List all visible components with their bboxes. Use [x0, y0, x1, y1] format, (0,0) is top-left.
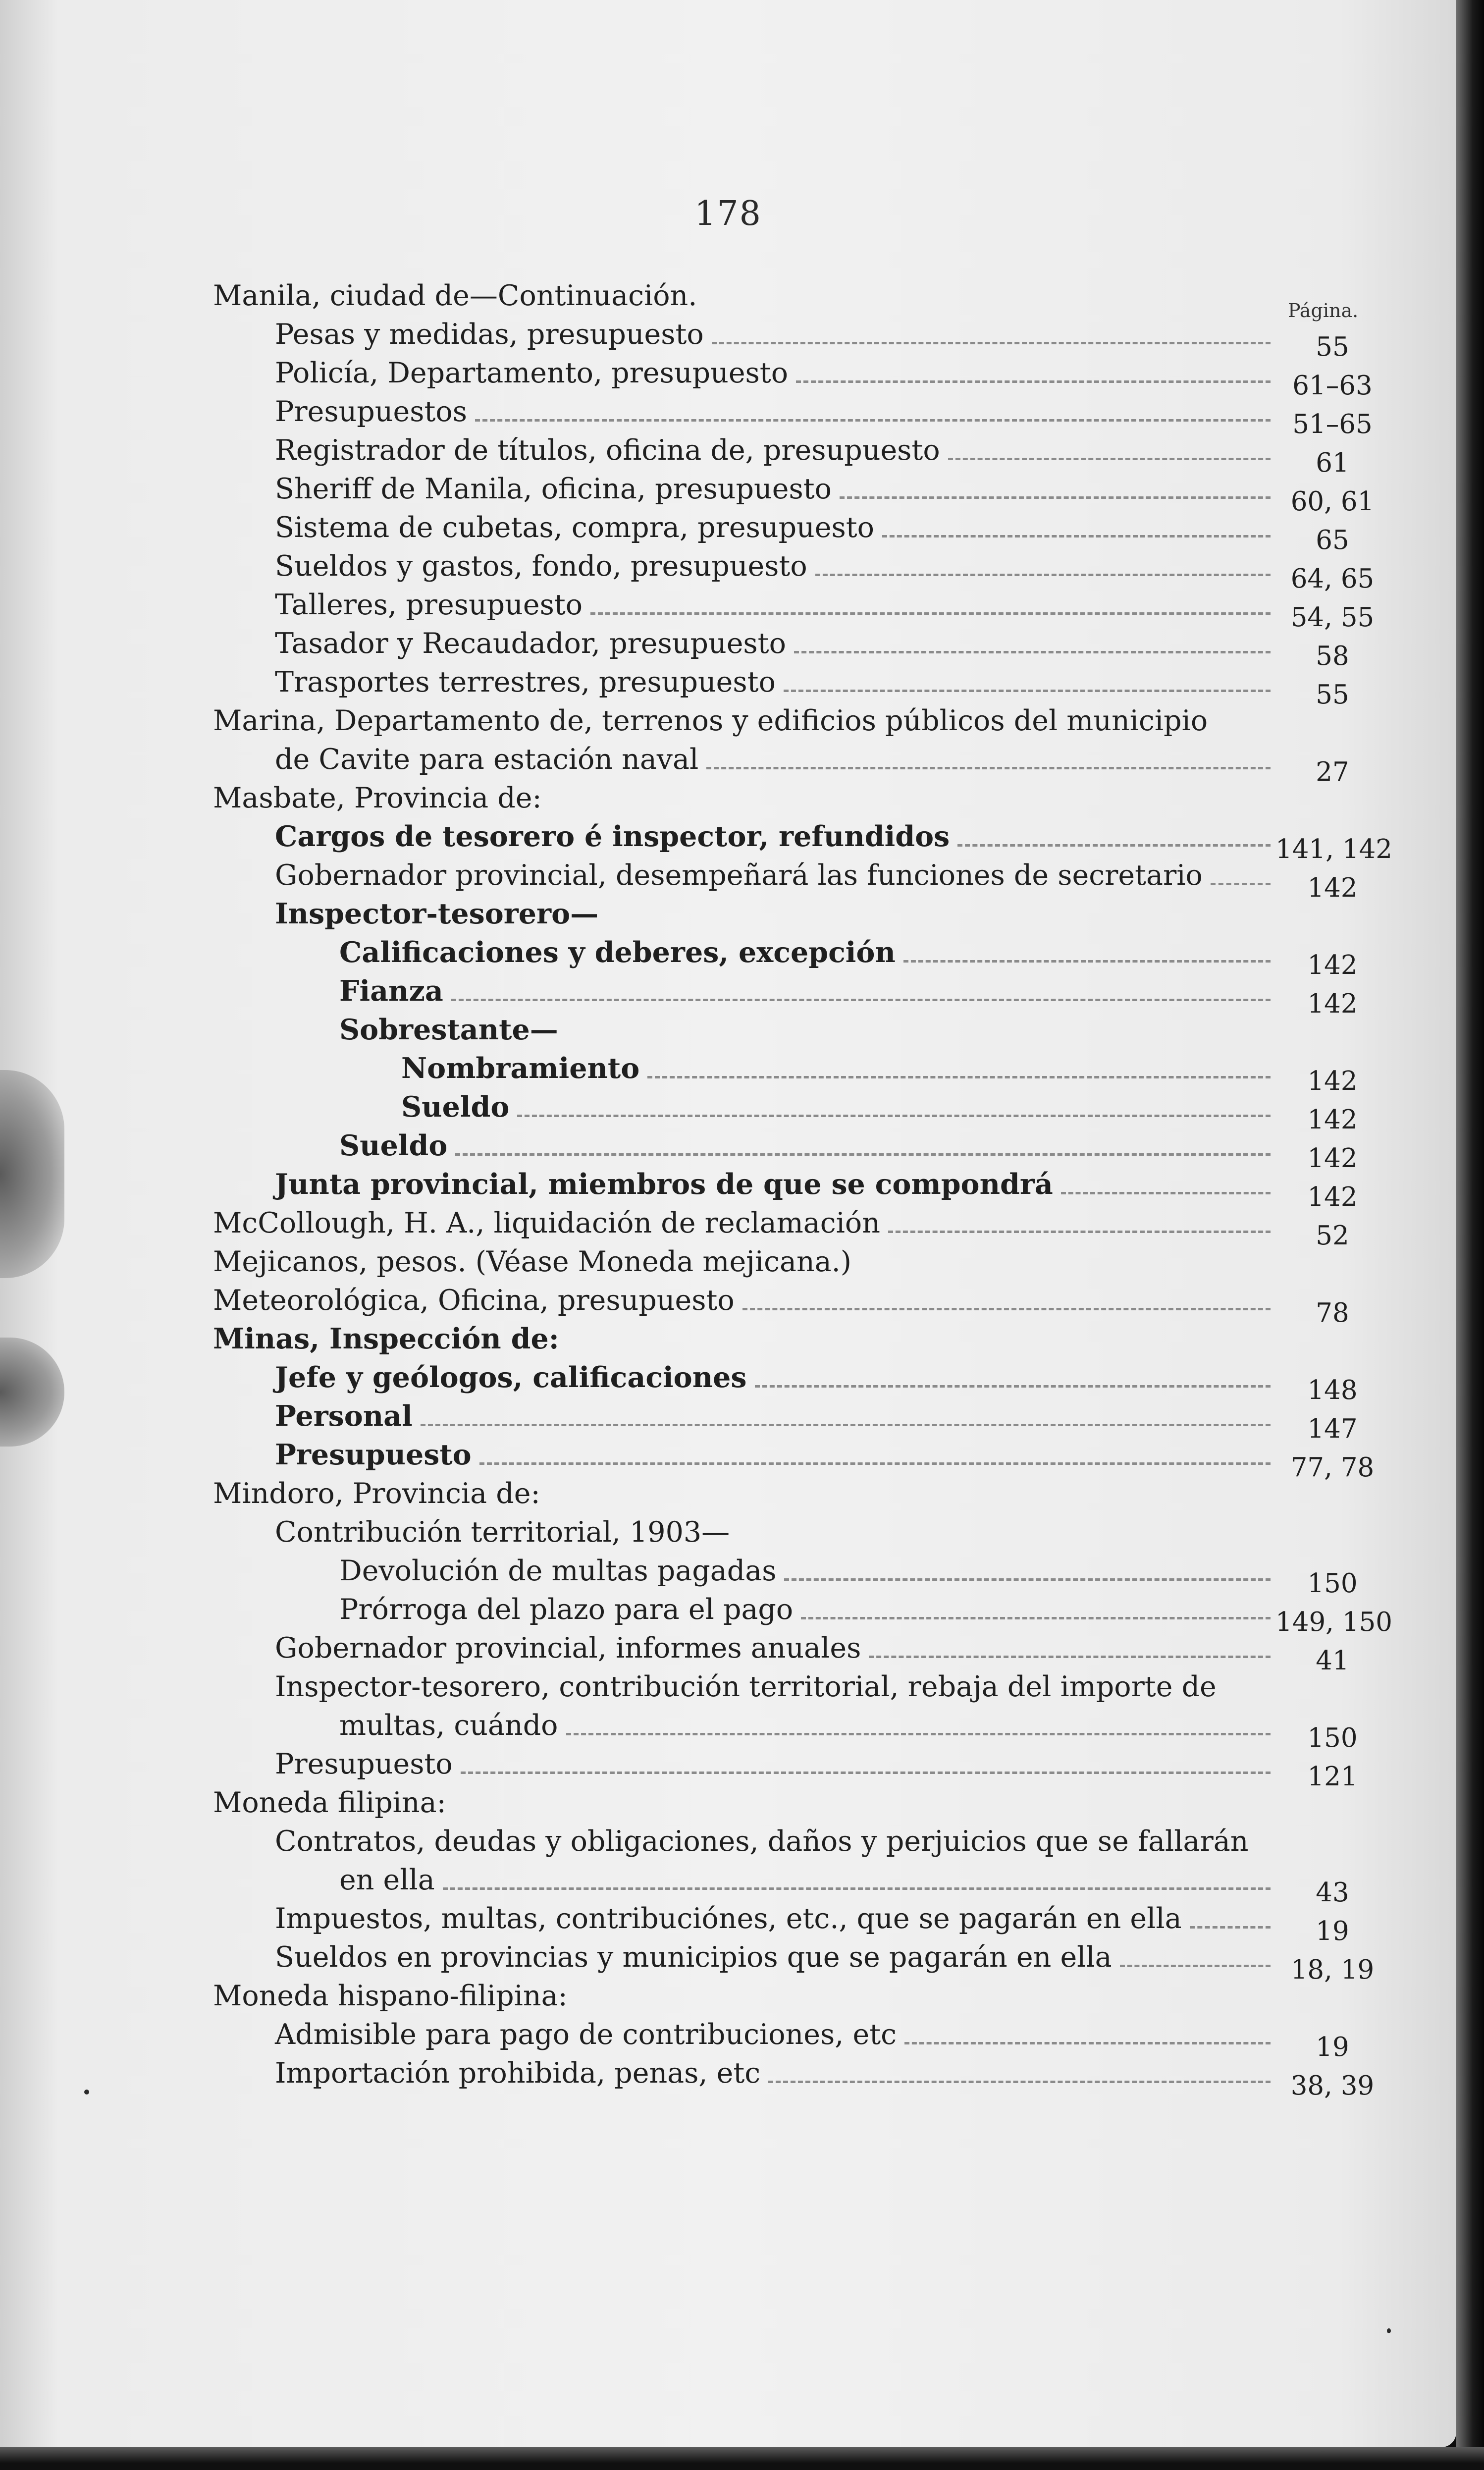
index-entry — [0, 1321, 1456, 1359]
index-entry-text: Cargos de tesorero é inspector, refundidos — [275, 820, 950, 853]
index-entry-page: 55 — [1316, 680, 1349, 710]
dot-leader — [904, 2042, 1271, 2044]
index-entry-text: Prórroga del plazo para el pago — [339, 1593, 794, 1626]
dot-leader — [590, 612, 1271, 615]
index-entry-text: Sueldo — [339, 1129, 448, 1162]
index-entry-page: 142 — [1307, 1143, 1358, 1174]
index-entry-page: 43 — [1316, 1878, 1349, 1908]
index-entry-page: 60, 61 — [1290, 486, 1375, 517]
index-entry-text: Mejicanos, pesos. (Véase Moneda mejicana.) — [213, 1245, 852, 1278]
dot-leader — [796, 380, 1271, 383]
index-entry-page: 147 — [1307, 1414, 1358, 1444]
margin-speck — [84, 2090, 89, 2094]
index-entry-text: Gobernador provincial, desempeñará las funciones de secretario — [275, 859, 1203, 892]
index-entry-page: 142 — [1307, 873, 1358, 903]
page-number: 178 — [694, 194, 762, 233]
dot-leader — [1061, 1192, 1271, 1194]
dot-leader — [840, 496, 1271, 499]
dot-leader — [815, 574, 1271, 576]
index-entry — [0, 780, 1456, 818]
index-entry-text: Impuestos, multas, contribuciónes, etc., que se pagarán en ella — [275, 1902, 1182, 1935]
index-entry-text: Sobrestante— — [339, 1013, 558, 1046]
index-entry — [0, 1050, 1456, 1096]
index-entry — [0, 1437, 1456, 1483]
index-entry-text: en ella — [339, 1864, 435, 1896]
dot-leader — [794, 651, 1271, 653]
index-entry-text: Importación prohibida, penas, etc — [275, 2057, 761, 2090]
index-entry-text: Mindoro, Provincia de: — [213, 1477, 540, 1510]
index-entry — [0, 1746, 1456, 1792]
index-entry-text: Sheriff de Manila, oficina, presupuesto — [275, 473, 832, 505]
index-entry-text: Manila, ciudad de—Continuación. — [213, 279, 697, 312]
index-entry-text: Gobernador provincial, informes anuales — [275, 1632, 861, 1665]
index-entry — [0, 432, 1456, 478]
dot-leader — [712, 342, 1271, 344]
index-entry-page: 150 — [1307, 1568, 1358, 1599]
dot-leader — [784, 690, 1271, 692]
index-entry-text: Sueldos y gastos, fondo, presupuesto — [275, 550, 807, 583]
index-entry — [0, 1282, 1456, 1328]
index-entry — [0, 1398, 1456, 1444]
index-entry-page: 41 — [1316, 1646, 1349, 1676]
index-entry-page: 65 — [1316, 525, 1349, 555]
index-entry-page: 52 — [1316, 1221, 1349, 1251]
index-entry-page: 141, 142 — [1275, 834, 1393, 864]
index-entry — [0, 1784, 1456, 1823]
index-entry — [0, 1900, 1456, 1946]
index-entry-text: de Cavite para estación naval — [275, 743, 699, 776]
dot-leader — [517, 1115, 1271, 1117]
index-entry — [0, 355, 1456, 401]
index-entry-page: 54, 55 — [1290, 602, 1375, 633]
dot-leader — [882, 535, 1271, 537]
index-entry — [0, 896, 1456, 934]
index-entry-text: Registrador de títulos, oficina de, presupuesto — [275, 434, 940, 467]
index-entry — [0, 625, 1456, 671]
index-entry — [0, 548, 1456, 594]
index-entry-text: Devolución de multas pagadas — [339, 1555, 777, 1587]
index-entry — [0, 1089, 1456, 1135]
index-entry — [0, 1978, 1456, 2016]
index-entry-text: McCollough, H. A., liquidación de reclamación — [213, 1207, 880, 1239]
index-entry-page: 142 — [1307, 989, 1358, 1019]
index-entry — [0, 1553, 1456, 1599]
index-entry-page: 150 — [1307, 1723, 1358, 1753]
index-entry — [0, 2016, 1456, 2062]
index-entry-text: Calificaciones y deberes, excepción — [339, 936, 896, 969]
page-column-header: Página. — [1288, 300, 1359, 322]
index-entry-text: Junta provincial, miembros de que se compondrá — [275, 1168, 1053, 1201]
index-entry-page: 55 — [1316, 332, 1349, 362]
index-entry-text: Tasador y Recaudador, presupuesto — [275, 627, 786, 660]
dot-leader — [706, 767, 1271, 769]
dot-leader — [957, 844, 1271, 847]
index-entry-page: 61–63 — [1292, 371, 1373, 401]
dot-leader — [475, 419, 1271, 422]
index-entry-page: 148 — [1307, 1375, 1358, 1405]
index-entry-page: 18, 19 — [1290, 1955, 1375, 1985]
index-entry — [0, 1862, 1456, 1908]
index-entry — [0, 1591, 1456, 1637]
index-entry-text: Fianza — [339, 974, 443, 1008]
index-entry — [0, 277, 1456, 316]
index-entry — [0, 2055, 1456, 2101]
index-entry-text: Contratos, deudas y obligaciones, daños y perjuicios que se fallarán — [275, 1825, 1249, 1858]
index-entry-text: Marina, Departamento de, terrenos y edificios públicos del municipio — [213, 704, 1208, 737]
index-entry — [0, 857, 1456, 903]
index-entry — [0, 1707, 1456, 1753]
page-edge-shadow — [1456, 0, 1484, 2470]
dot-leader — [903, 960, 1271, 963]
index-entry — [0, 1205, 1456, 1251]
dot-leader — [461, 1772, 1271, 1774]
index-entry — [0, 1359, 1456, 1405]
index-entry-text: multas, cuándo — [339, 1709, 558, 1742]
dot-leader — [784, 1578, 1271, 1581]
dot-leader — [451, 999, 1271, 1001]
index-entry-text: Inspector-tesorero— — [275, 897, 599, 930]
index-entry-page: 61 — [1316, 448, 1349, 478]
dot-leader — [1190, 1926, 1271, 1929]
index-entry-page: 27 — [1316, 757, 1349, 787]
index-entry-text: Talleres, presupuesto — [275, 589, 583, 621]
dot-leader — [888, 1231, 1271, 1233]
index-entry — [0, 509, 1456, 555]
dot-leader — [801, 1617, 1271, 1619]
index-entry — [0, 587, 1456, 633]
index-entry — [0, 702, 1456, 741]
dot-leader — [755, 1385, 1271, 1388]
index-entry-text: Policía, Departamento, presupuesto — [275, 357, 789, 389]
index-entry-page: 64, 65 — [1290, 564, 1375, 594]
margin-speck — [1387, 2328, 1391, 2333]
dot-leader — [443, 1887, 1271, 1890]
index-entry-text: Moneda hispano-filipina: — [213, 1980, 568, 2012]
dot-leader — [455, 1153, 1271, 1156]
index-entry-page: 58 — [1316, 641, 1349, 671]
index-entry — [0, 1475, 1456, 1514]
index-entry — [0, 664, 1456, 710]
index-entry — [0, 1243, 1456, 1282]
index-entry — [0, 393, 1456, 439]
index-entry-text: Personal — [275, 1399, 413, 1433]
dot-leader — [1120, 1965, 1271, 1967]
index-entry-text: Presupuesto — [275, 1748, 453, 1780]
index-entry-text: Moneda filipina: — [213, 1786, 446, 1819]
index-entry-page: 78 — [1316, 1298, 1349, 1328]
index-entry — [0, 818, 1456, 864]
index-entry-text: Sueldos en provincias y municipios que se pagarán en ella — [275, 1941, 1112, 1974]
index-entry — [0, 1012, 1456, 1050]
index-entry-page: 142 — [1307, 950, 1358, 980]
index-entry-text: Meteorológica, Oficina, presupuesto — [213, 1284, 735, 1317]
index-entry-text: Presupuestos — [275, 395, 467, 428]
index-entry-page: 19 — [1316, 2032, 1349, 2062]
page-edge-shadow — [0, 2447, 1484, 2470]
index-entry-page: 51–65 — [1292, 409, 1373, 439]
index-entry-page: 149, 150 — [1275, 1607, 1393, 1637]
index-entry — [0, 1166, 1456, 1212]
index-entry-page: 77, 78 — [1290, 1452, 1375, 1483]
dot-leader — [1211, 883, 1271, 885]
index-entry-page: 142 — [1307, 1066, 1358, 1096]
index-entry — [0, 471, 1456, 517]
index-entry-text: Masbate, Provincia de: — [213, 782, 542, 814]
dot-leader — [647, 1076, 1271, 1078]
index-entry — [0, 1668, 1456, 1707]
index-entry-text: Jefe y geólogos, calificaciones — [275, 1361, 747, 1394]
index-entry-page: 19 — [1316, 1916, 1349, 1946]
index-entry — [0, 973, 1456, 1019]
index-entry-text: Contribución territorial, 1903— — [275, 1516, 730, 1549]
dot-leader — [566, 1733, 1271, 1735]
index-entry-page: 38, 39 — [1290, 2071, 1375, 2101]
index-entry-page: 121 — [1307, 1762, 1358, 1792]
index-entry — [0, 1823, 1456, 1862]
index-entry — [0, 316, 1456, 362]
dot-leader — [869, 1656, 1271, 1658]
dot-leader — [479, 1462, 1271, 1465]
index-entry — [0, 934, 1456, 980]
index-entry-text: Sueldo — [401, 1090, 510, 1124]
index-entry-text: Presupuesto — [275, 1438, 472, 1471]
index-entry-text: Pesas y medidas, presupuesto — [275, 318, 704, 351]
index-entry — [0, 1630, 1456, 1676]
dot-leader — [948, 458, 1271, 460]
index-entry-text: Trasportes terrestres, presupuesto — [275, 666, 776, 698]
index-entry — [0, 741, 1456, 787]
index-entry-text: Minas, Inspección de: — [213, 1322, 559, 1355]
index-entry-page: 142 — [1307, 1182, 1358, 1212]
index-entry-page: 142 — [1307, 1105, 1358, 1135]
dot-leader — [768, 2081, 1271, 2083]
dot-leader — [742, 1308, 1271, 1310]
index-entry-text: Sistema de cubetas, compra, presupuesto — [275, 511, 874, 544]
index-entry-text: Inspector-tesorero, contribución territorial, rebaja del importe de — [275, 1670, 1217, 1703]
index-entry-text: Nombramiento — [401, 1052, 640, 1085]
dot-leader — [421, 1424, 1271, 1426]
index-entry — [0, 1939, 1456, 1985]
index-entry — [0, 1514, 1456, 1553]
index-entry-text: Admisible para pago de contribuciones, etc — [275, 2018, 897, 2051]
index-entry — [0, 1128, 1456, 1174]
